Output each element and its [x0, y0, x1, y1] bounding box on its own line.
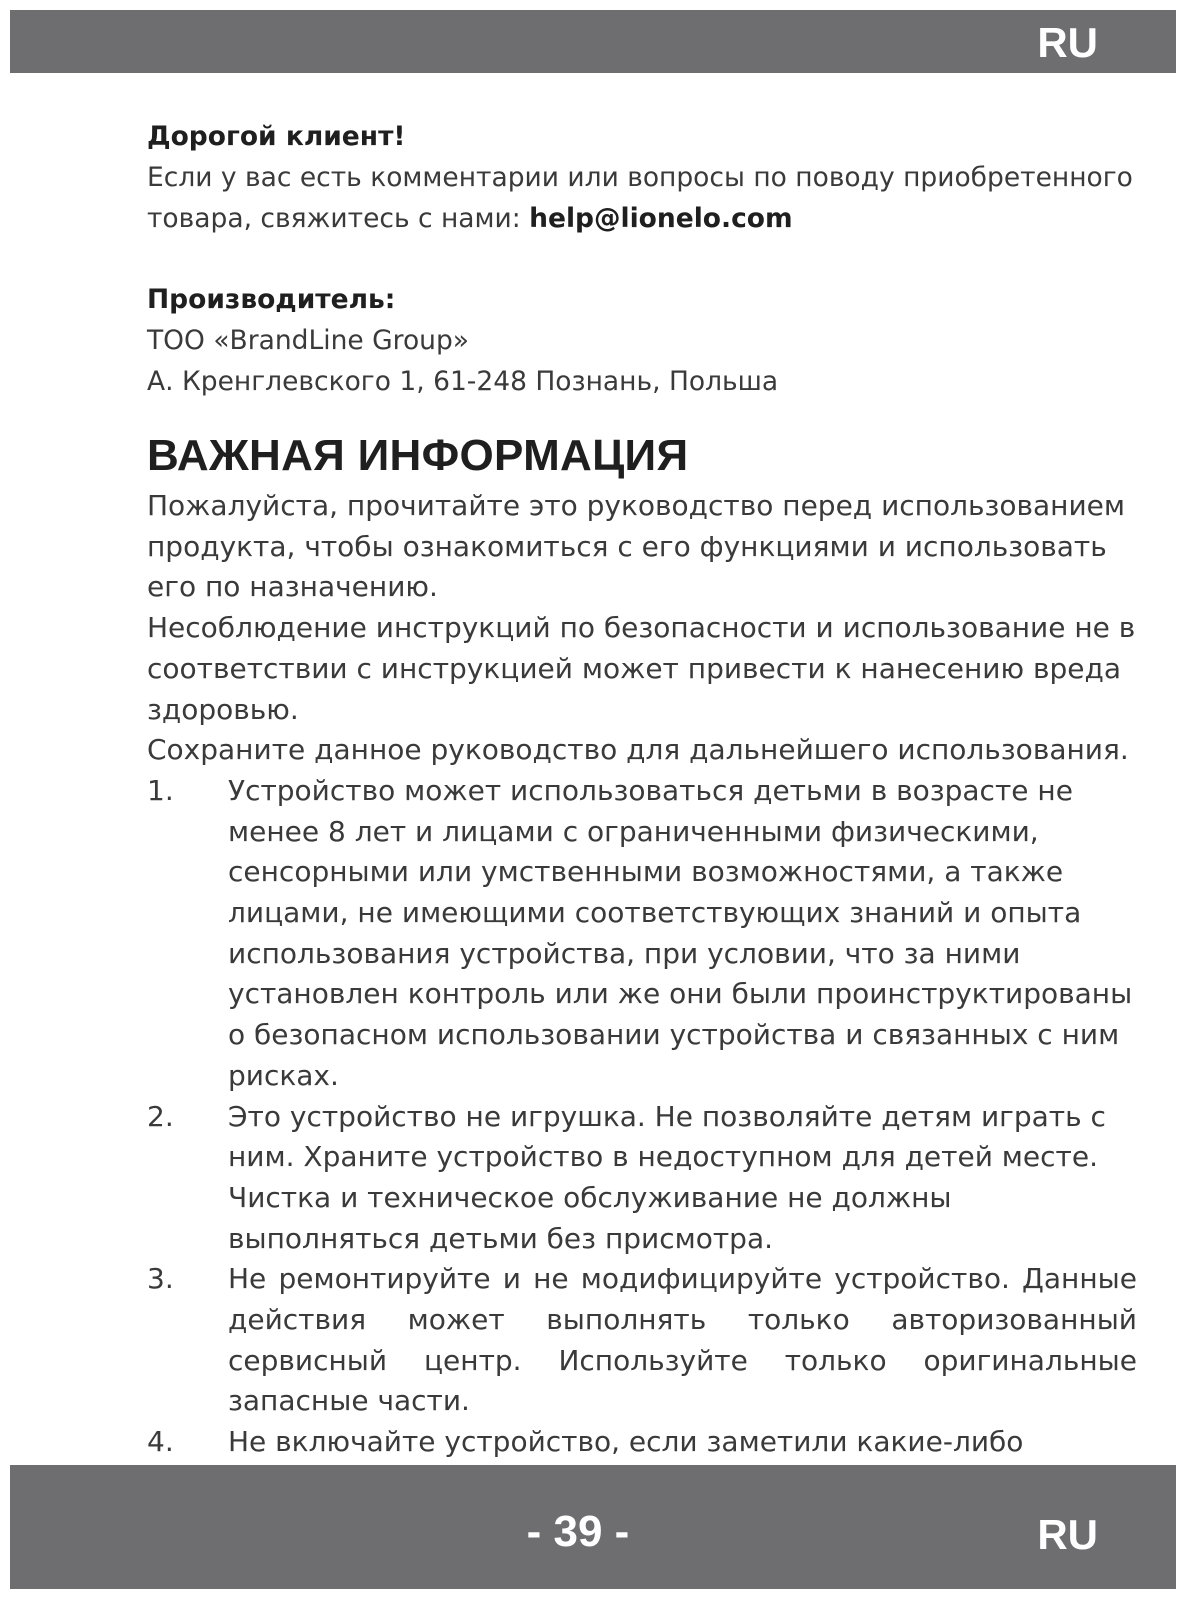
- footer-bar: [10, 1465, 1176, 1589]
- header-bar: [10, 10, 1176, 73]
- contact-line-1: Если у вас есть комментарии или вопросы по поводу приобретенного: [147, 162, 1133, 193]
- support-email-link[interactable]: help@lionelo.com: [529, 203, 793, 234]
- list-item: [147, 1422, 1137, 1463]
- contact-line-2: [147, 198, 1137, 239]
- page-number: - 39 -: [526, 1507, 630, 1556]
- footer-language-label: RU: [1037, 1511, 1098, 1558]
- page-content: [147, 116, 1137, 1463]
- list-item-text: Не включайте устройство, если заметили какие-либо: [228, 1425, 1024, 1459]
- list-item: [147, 1259, 1137, 1422]
- contact-line-2-text: товара, свяжитесь с нами:: [147, 203, 530, 234]
- manufacturer-address: А. Кренглевского 1, 61-248 Познань, Польша: [147, 366, 779, 397]
- list-item-number: 3.: [147, 1262, 174, 1296]
- list-item-number: 4.: [147, 1425, 174, 1459]
- paragraph-read-manual: Пожалуйста, прочитайте это руководство перед использованием продукта, чтобы ознакомиться с его функциями и использовать его по назначению.: [147, 489, 1126, 604]
- greeting: Дорогой клиент!: [147, 121, 406, 152]
- list-item-text: Это устройство не игрушка. Не позволяйте детям играть с ним. Храните устройство в недоступном для детей месте. Чистка и техническое обслуживание не должны выполняться детьми без присмотра.: [228, 1099, 1106, 1255]
- safety-list: [147, 771, 1137, 1463]
- language-label: RU: [1037, 19, 1098, 66]
- list-item-number: 2.: [147, 1099, 174, 1133]
- manufacturer-company: ТОО «BrandLine Group»: [147, 325, 470, 356]
- paragraph-safety-warning: Несоблюдение инструкций по безопасности и использование не в соответствии с инструкцией может привести к нанесению вреда здоровью.: [147, 611, 1136, 726]
- list-item: [147, 771, 1137, 1097]
- list-item-text: Устройство может использоваться детьми в возрасте не менее 8 лет и лицами с ограниченными физическими, сенсорными или умственными возможностями, а также лицами, не имеющими соответствующих знаний и опыта использования устройства, при условии, что за ними установлен контроль или же они были проинструктированы о безопасном использовании устройства и связанных с ним рисках.: [228, 773, 1133, 1092]
- paragraph-keep-manual: Сохраните данное руководство для дальнейшего использования.: [147, 733, 1129, 767]
- manufacturer-label: Производитель:: [147, 284, 396, 315]
- list-item-number: 1.: [147, 773, 174, 807]
- list-item-text: Не ремонтируйте и не модифицируйте устройство. Данные действия может выполнять только авторизованный сервисный центр. Используйте только оригинальные запасные части.: [228, 1262, 1137, 1418]
- important-info-heading: ВАЖНАЯ ИНФОРМАЦИЯ: [147, 431, 689, 480]
- list-item: [147, 1097, 1137, 1260]
